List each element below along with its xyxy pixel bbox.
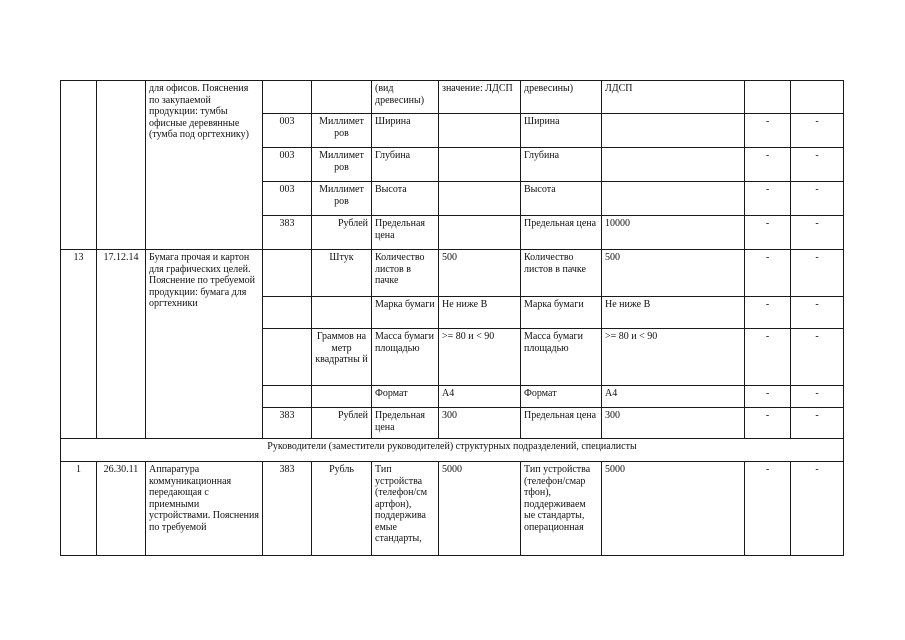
value-cell	[439, 182, 521, 216]
justification-cell: -	[745, 329, 791, 386]
value-cell	[439, 148, 521, 182]
value-cell: >= 80 и < 90	[439, 329, 521, 386]
characteristic-cell: Тип устройства (телефон/смар тфон), поддерживаем ые стандарты, операционная	[521, 462, 602, 556]
okpd-cell: 17.12.14	[97, 250, 146, 439]
characteristic-cell: Марка бумаги	[521, 297, 602, 329]
value-cell	[439, 114, 521, 148]
unit-name-cell: Миллимет ров	[312, 114, 372, 148]
function-cell: -	[791, 462, 844, 556]
characteristic-cell: Масса бумаги площадью	[372, 329, 439, 386]
unit-code-cell: 383	[263, 462, 312, 556]
requirements-table	[60, 80, 844, 556]
characteristic-cell: Предельная цена	[372, 408, 439, 439]
value-cell: 5000	[602, 462, 745, 556]
characteristic-cell: Ширина	[372, 114, 439, 148]
unit-code-cell	[263, 329, 312, 386]
value-cell	[602, 182, 745, 216]
table-row	[61, 250, 844, 297]
value-cell: значение: ЛДСП	[439, 81, 521, 114]
value-cell: ЛДСП	[602, 81, 745, 114]
characteristic-cell: Ширина	[521, 114, 602, 148]
okpd-cell: 26.30.11	[97, 462, 146, 556]
okpd-cell	[97, 81, 146, 250]
number-cell: 13	[61, 250, 97, 439]
value-cell: 500	[439, 250, 521, 297]
characteristic-cell: Высота	[521, 182, 602, 216]
justification-cell: -	[745, 250, 791, 297]
unit-code-cell	[263, 386, 312, 408]
section-row	[61, 439, 844, 462]
unit-code-cell: 003	[263, 182, 312, 216]
unit-name-cell	[312, 81, 372, 114]
function-cell: -	[791, 408, 844, 439]
number-cell: 1	[61, 462, 97, 556]
value-cell	[439, 216, 521, 250]
unit-code-cell	[263, 297, 312, 329]
value-cell: А4	[602, 386, 745, 408]
characteristic-cell: Количество листов в пачке	[372, 250, 439, 297]
characteristic-cell: Предельная цена	[521, 408, 602, 439]
unit-name-cell: Рублей	[312, 216, 372, 250]
section-title: Руководители (заместители руководителей) структурных подразделений, специалисты	[61, 439, 844, 462]
justification-cell: -	[745, 297, 791, 329]
function-cell: -	[791, 297, 844, 329]
value-cell: 5000	[439, 462, 521, 556]
unit-name-cell: Штук	[312, 250, 372, 297]
unit-name-cell	[312, 297, 372, 329]
name-cell: Аппаратура коммуникационная передающая с приемными устройствами. Пояснения по требуемой	[146, 462, 263, 556]
unit-name-cell: Граммов на метр квадратны й	[312, 329, 372, 386]
justification-cell: -	[745, 216, 791, 250]
function-cell: -	[791, 182, 844, 216]
function-cell: -	[791, 250, 844, 297]
justification-cell: -	[745, 408, 791, 439]
table-row	[61, 462, 844, 556]
justification-cell: -	[745, 182, 791, 216]
characteristic-cell: Предельная цена	[372, 216, 439, 250]
characteristic-cell: Масса бумаги площадью	[521, 329, 602, 386]
justification-cell	[745, 81, 791, 114]
unit-code-cell: 003	[263, 148, 312, 182]
characteristic-cell: (вид древесины)	[372, 81, 439, 114]
unit-name-cell: Миллимет ров	[312, 182, 372, 216]
function-cell: -	[791, 114, 844, 148]
value-cell	[602, 148, 745, 182]
unit-name-cell	[312, 386, 372, 408]
characteristic-cell: древесины)	[521, 81, 602, 114]
unit-name-cell: Рублей	[312, 408, 372, 439]
characteristic-cell: Глубина	[372, 148, 439, 182]
value-cell: >= 80 и < 90	[602, 329, 745, 386]
name-cell: Бумага прочая и картон для графических целей. Пояснение по требуемой продукции: бумага для оргтехники	[146, 250, 263, 439]
justification-cell: -	[745, 148, 791, 182]
characteristic-cell: Высота	[372, 182, 439, 216]
justification-cell: -	[745, 386, 791, 408]
unit-code-cell: 383	[263, 408, 312, 439]
value-cell	[602, 114, 745, 148]
unit-code-cell	[263, 81, 312, 114]
function-cell: -	[791, 148, 844, 182]
value-cell: Не ниже В	[439, 297, 521, 329]
function-cell	[791, 81, 844, 114]
characteristic-cell: Марка бумаги	[372, 297, 439, 329]
unit-name-cell: Миллимет ров	[312, 148, 372, 182]
unit-name-cell: Рубль	[312, 462, 372, 556]
value-cell: 500	[602, 250, 745, 297]
characteristic-cell: Тип устройства (телефон/см артфон), поддержива емые стандарты,	[372, 462, 439, 556]
name-cell: для офисов. Пояснения по закупаемой продукции: тумбы офисные деревянные (тумба под оргтехнику)	[146, 81, 263, 250]
justification-cell: -	[745, 462, 791, 556]
characteristic-cell: Формат	[521, 386, 602, 408]
characteristic-cell: Глубина	[521, 148, 602, 182]
function-cell: -	[791, 329, 844, 386]
characteristic-cell: Предельная цена	[521, 216, 602, 250]
value-cell: Не ниже В	[602, 297, 745, 329]
function-cell: -	[791, 386, 844, 408]
unit-code-cell: 383	[263, 216, 312, 250]
value-cell: 300	[439, 408, 521, 439]
value-cell: 300	[602, 408, 745, 439]
number-cell	[61, 81, 97, 250]
characteristic-cell: Формат	[372, 386, 439, 408]
characteristic-cell: Количество листов в пачке	[521, 250, 602, 297]
function-cell: -	[791, 216, 844, 250]
value-cell: А4	[439, 386, 521, 408]
table-row	[61, 81, 844, 114]
justification-cell: -	[745, 114, 791, 148]
value-cell: 10000	[602, 216, 745, 250]
unit-code-cell: 003	[263, 114, 312, 148]
unit-code-cell	[263, 250, 312, 297]
